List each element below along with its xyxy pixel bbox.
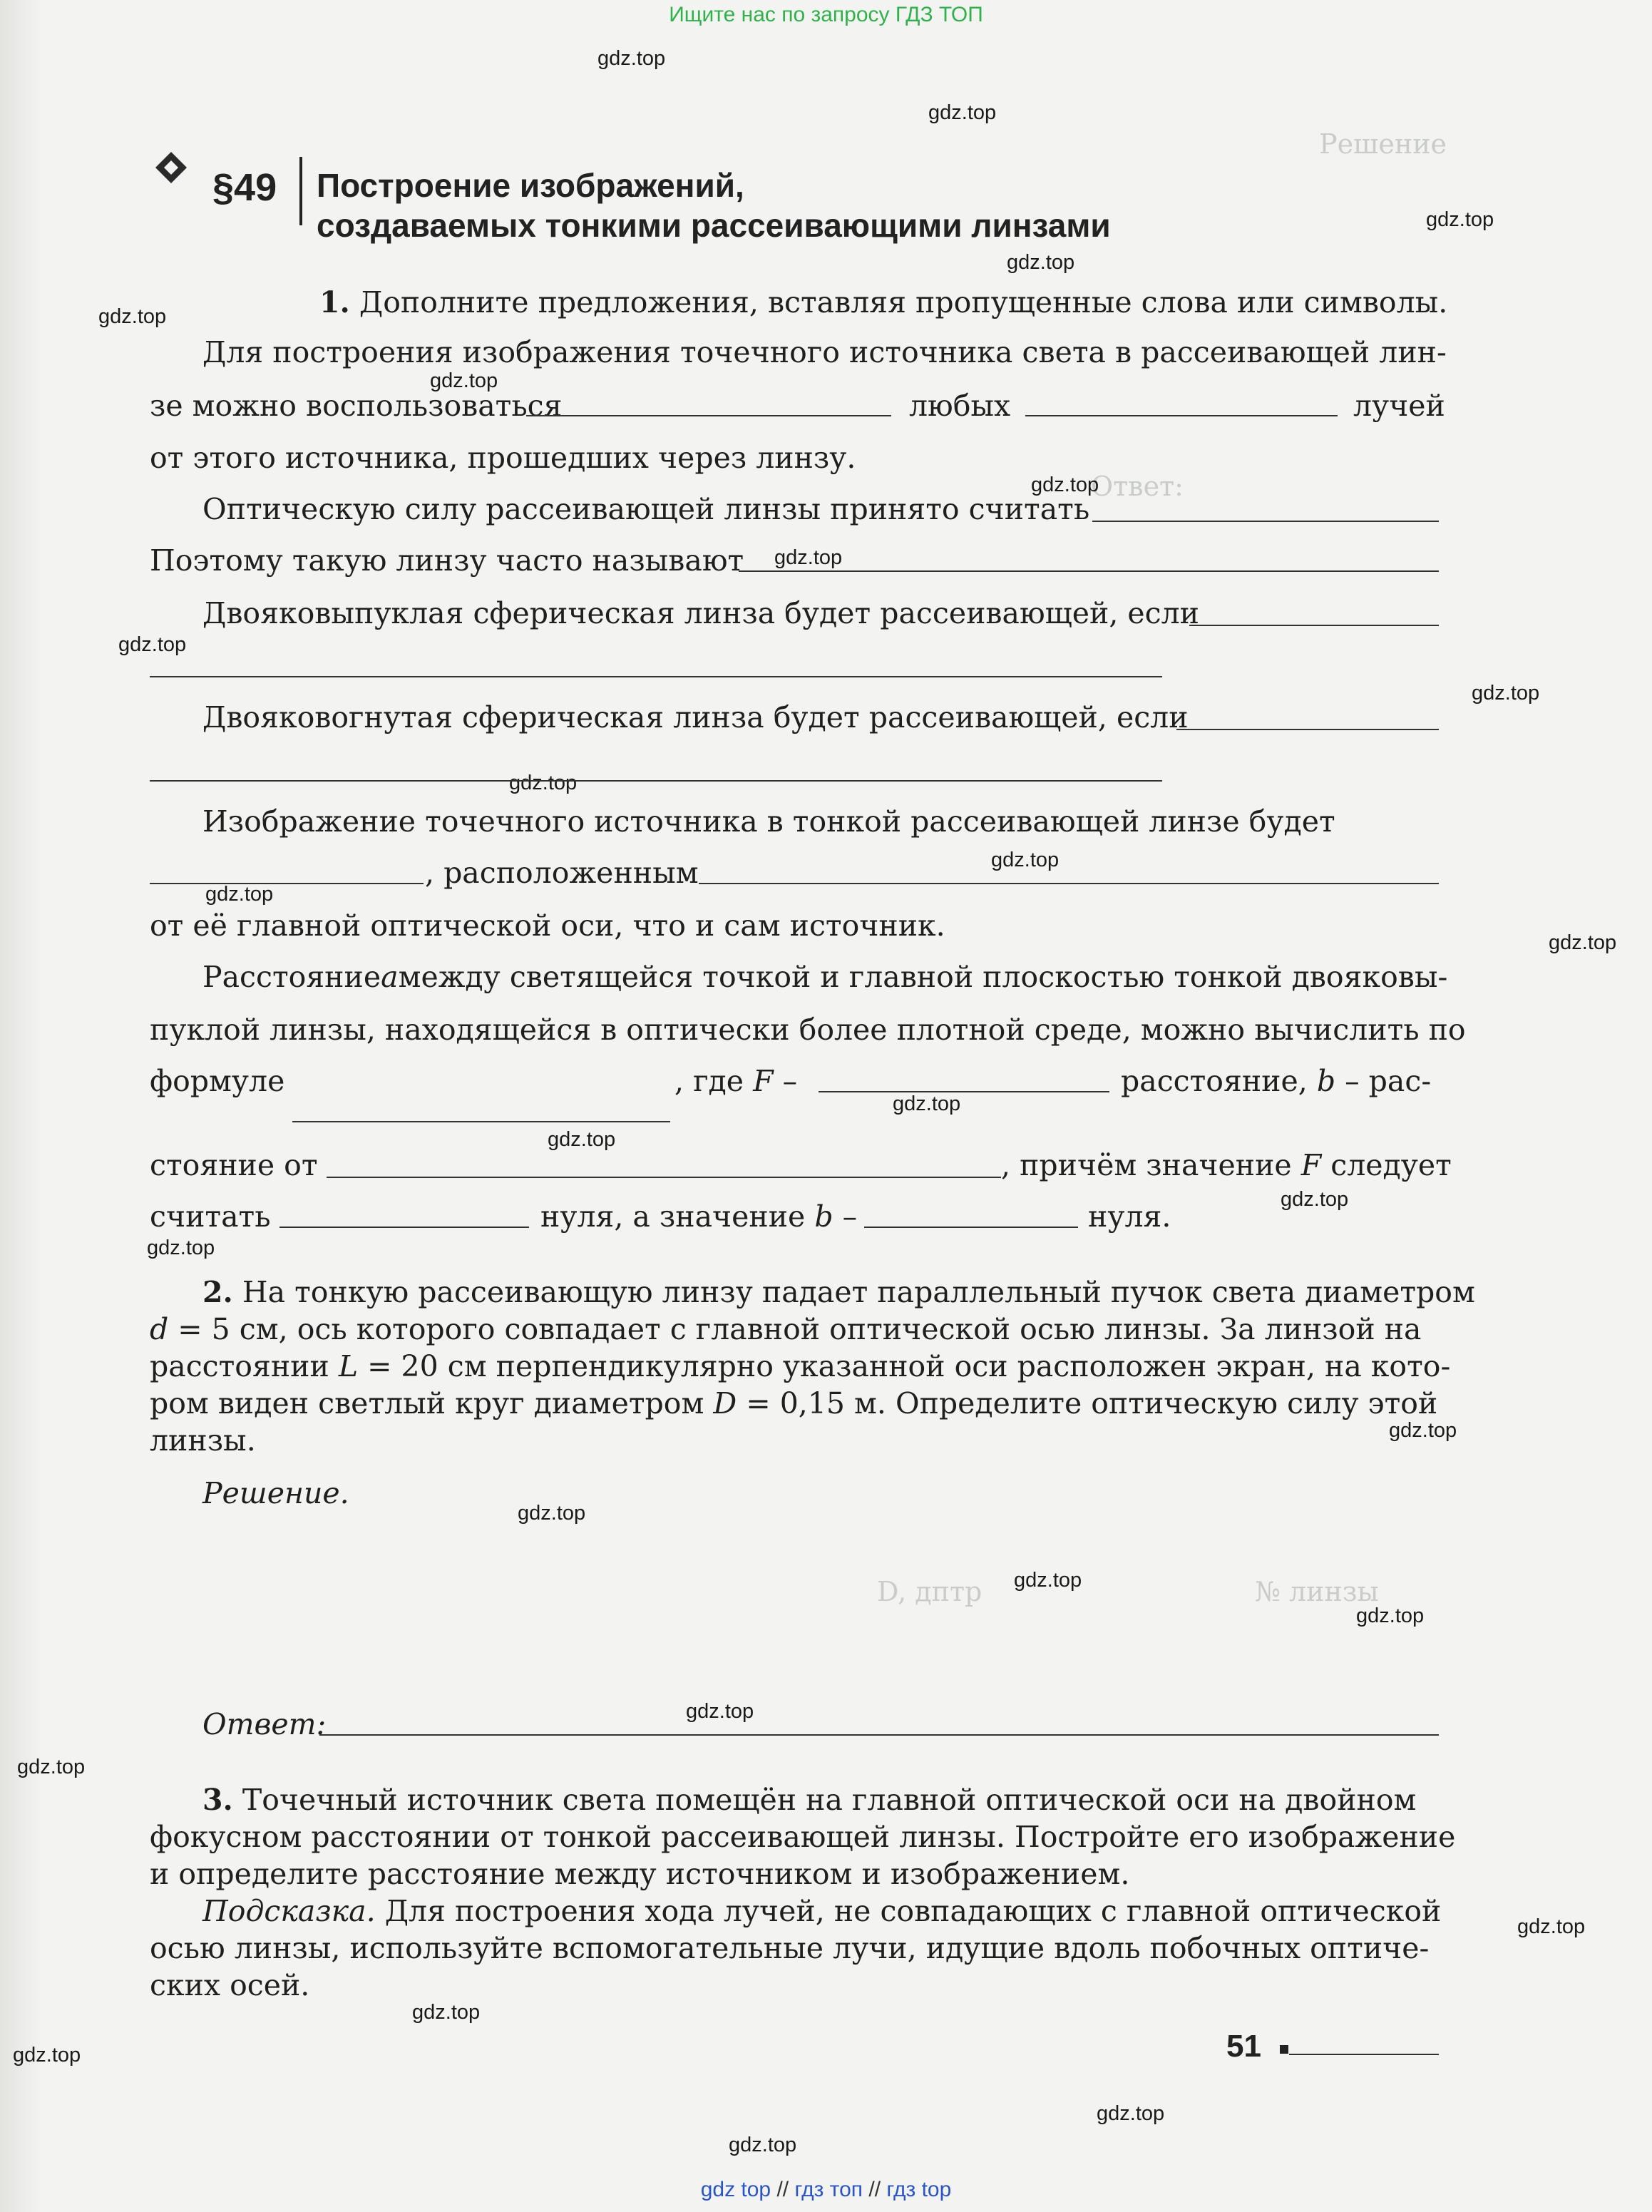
text: лучей <box>1353 389 1445 423</box>
text: нуля, а значение <box>540 1199 806 1234</box>
text: следует <box>1330 1148 1452 1182</box>
watermark: gdz.top <box>518 1502 586 1525</box>
text: , расположенным <box>425 856 699 890</box>
fill-blank[interactable] <box>1176 729 1439 730</box>
footer-links <box>0 2178 1652 2202</box>
fill-blank[interactable] <box>819 1091 1109 1092</box>
watermark: gdz.top <box>991 849 1060 871</box>
watermark: gdz.top <box>1281 1188 1349 1211</box>
watermark: gdz.top <box>928 101 997 124</box>
variable: D <box>713 1386 737 1420</box>
text: ром виден светлый круг диаметром <box>150 1386 704 1420</box>
fill-blank[interactable] <box>150 883 424 884</box>
text: Для построения хода лучей, не совпадающих с главной оптической <box>384 1894 1442 1928</box>
variable: F <box>753 1064 774 1098</box>
watermark: gdz.top <box>1356 1604 1425 1627</box>
variable: b <box>1316 1064 1336 1098</box>
task-number: 2. <box>202 1275 233 1309</box>
watermark: gdz.top <box>430 369 498 392</box>
text: = 5 см, ось которого совпадает с главной оптической осью линзы. За линзой на <box>178 1312 1422 1346</box>
task2-line <box>150 1312 1439 1346</box>
task2-line <box>150 1275 1475 1309</box>
fill-blank[interactable] <box>1025 415 1338 416</box>
hint-line: осью линзы, используйте вспомогательные лучи, идущие вдоль побочных оптиче- <box>150 1931 1430 1965</box>
task1-p5-line: Изображение точечного источника в тонкой рассеивающей линзе будет <box>202 804 1335 839</box>
text: считать <box>150 1199 271 1234</box>
ghost-text: D, дптр <box>877 1576 983 1607</box>
fill-blank[interactable] <box>1092 521 1439 522</box>
task2-line <box>150 1386 1439 1420</box>
watermark: gdz.top <box>729 2134 797 2156</box>
fill-blank[interactable] <box>279 1227 529 1228</box>
watermark: gdz.top <box>1389 1419 1457 1442</box>
title-line: создаваемых тонкими рассеивающими линзами <box>317 207 1111 244</box>
hint-line: ских осей. <box>150 1968 310 2002</box>
watermark: gdz.top <box>893 1092 961 1115</box>
variable: b <box>814 1199 833 1234</box>
watermark: gdz.top <box>13 2044 81 2067</box>
footer-link[interactable]: gdz top <box>700 2178 771 2201</box>
top-banner[interactable]: Ищите нас по запросу ГДЗ ТОП <box>669 3 983 26</box>
text: между светящейся точкой и главной плоскостью тонкой двояковы- <box>398 960 1448 994</box>
text-group <box>540 1199 876 1234</box>
text: Расстояние <box>202 960 381 994</box>
text: любых <box>909 389 1011 423</box>
text: , где <box>674 1064 744 1098</box>
text: – <box>782 1064 798 1098</box>
text: – <box>842 1199 858 1234</box>
text: зе можно воспользоваться <box>150 389 563 423</box>
ghost-text: Решение <box>1319 128 1447 160</box>
hint-line <box>202 1894 1442 1928</box>
watermark: gdz.top <box>1426 208 1494 231</box>
fill-blank[interactable] <box>526 415 891 416</box>
text: – рас- <box>1345 1064 1432 1098</box>
fill-blank[interactable] <box>150 676 1162 677</box>
hint-label: Подсказка. <box>202 1894 376 1928</box>
scan-edge <box>0 0 43 2212</box>
fill-blank[interactable] <box>327 1177 1001 1178</box>
footer-link[interactable]: гдз топ <box>794 2178 863 2201</box>
solution-label: Решение. <box>202 1476 349 1510</box>
text: На тонкую рассеивающую линзу падает параллельный пучок света диаметром <box>242 1275 1475 1309</box>
task1-intro <box>319 285 1448 319</box>
watermark: gdz.top <box>548 1128 616 1151</box>
fill-blank[interactable] <box>699 883 1439 884</box>
task1-p2-line: Оптическую силу рассеивающей линзы принято считать <box>202 492 1090 526</box>
text: = 20 см перпендикулярно указанной оси расположен экран, на кото- <box>367 1349 1451 1383</box>
text: стояние от <box>150 1148 318 1182</box>
text: формуле <box>150 1064 285 1098</box>
task2-line <box>150 1349 1451 1383</box>
watermark: gdz.top <box>147 1236 215 1259</box>
watermark: gdz.top <box>118 633 187 656</box>
title-line: Построение изображений, <box>317 167 744 204</box>
page-rule <box>1289 2054 1439 2055</box>
watermark: gdz.top <box>1014 1569 1082 1592</box>
variable: F <box>1300 1148 1322 1182</box>
ghost-text: Ответ: <box>1091 471 1184 502</box>
task3-line <box>150 1783 1439 1817</box>
task1-p1-line: от этого источника, прошедших через линзу. <box>150 441 856 475</box>
watermark: gdz.top <box>509 772 578 794</box>
text: = 0,15 м. Определите оптическую силу этой <box>746 1386 1438 1420</box>
text: Точечный источник света помещён на главной оптической оси на двойном <box>242 1783 1417 1817</box>
watermark: gdz.top <box>205 883 274 906</box>
variable: L <box>338 1349 359 1383</box>
page-number: 51 <box>1226 2029 1261 2064</box>
page-title <box>317 165 1215 245</box>
watermark: gdz.top <box>686 1700 754 1723</box>
watermark: gdz.top <box>1472 682 1540 705</box>
watermark: gdz.top <box>597 47 666 70</box>
fill-blank[interactable] <box>150 780 1162 782</box>
text: расстояние, <box>1121 1064 1308 1098</box>
formula-blank[interactable] <box>292 1121 670 1122</box>
text-group <box>674 1064 1117 1098</box>
task1-p1-line: Для построения изображения точечного источника света в рассеивающей лин- <box>202 335 1447 369</box>
task1-p6-line <box>202 960 1448 994</box>
fill-blank[interactable] <box>1189 625 1439 626</box>
text: , причём значение <box>1001 1148 1292 1182</box>
watermark: gdz.top <box>17 1756 86 1778</box>
variable: d <box>150 1312 169 1346</box>
fill-blank[interactable] <box>739 570 1439 572</box>
watermark: gdz.top <box>1007 251 1075 274</box>
task1-p3-line: Двояковыпуклая сферическая линза будет рассеивающей, если <box>202 596 1200 630</box>
watermark: gdz.top <box>98 305 167 328</box>
task3-line: фокусном расстоянии от тонкой рассеивающей линзы. Постройте его изображение <box>150 1820 1456 1854</box>
fill-blank[interactable] <box>864 1227 1078 1228</box>
watermark: gdz.top <box>1031 473 1099 496</box>
task-number: 1. <box>319 285 350 319</box>
footer-link[interactable]: гдз top <box>886 2178 952 2201</box>
task1-p4-line: Двояковогнутая сферическая линза будет рассеивающей, если <box>202 700 1189 734</box>
answer-field[interactable] <box>319 1734 1439 1736</box>
variable: a <box>381 960 399 994</box>
text-group <box>1121 1064 1439 1098</box>
ghost-text: № линзы <box>1255 1576 1379 1607</box>
footer-separator: // <box>868 2178 881 2201</box>
task1-p5-line: от её главной оптической оси, что и сам источник. <box>150 908 945 943</box>
section-number: §49 <box>212 166 277 209</box>
text: расстоянии <box>150 1349 329 1383</box>
task1-intro-text: Дополните предложения, вставляя пропущенные слова или символы. <box>359 285 1448 319</box>
task1-p1-line <box>150 389 1445 423</box>
text: нуля. <box>1088 1199 1171 1234</box>
answer-label: Ответ: <box>202 1707 327 1741</box>
watermark: gdz.top <box>774 546 843 569</box>
task1-p2-line: Поэтому такую линзу часто называют <box>150 543 744 578</box>
text-group <box>1001 1148 1452 1182</box>
task1-p6-line: пуклой линзы, находящейся в оптически более плотной среде, можно вычислить по <box>150 1013 1466 1047</box>
task3-line: и определите расстояние между источником и изображением. <box>150 1857 1130 1891</box>
task2-line: линзы. <box>150 1423 256 1458</box>
page-marker <box>1280 2045 1288 2054</box>
watermark: gdz.top <box>412 2001 481 2024</box>
watermark: gdz.top <box>1517 1915 1586 1938</box>
watermark: gdz.top <box>1097 2102 1165 2125</box>
footer-separator: // <box>776 2178 789 2201</box>
task-number: 3. <box>202 1783 233 1817</box>
watermark: gdz.top <box>1549 931 1617 954</box>
